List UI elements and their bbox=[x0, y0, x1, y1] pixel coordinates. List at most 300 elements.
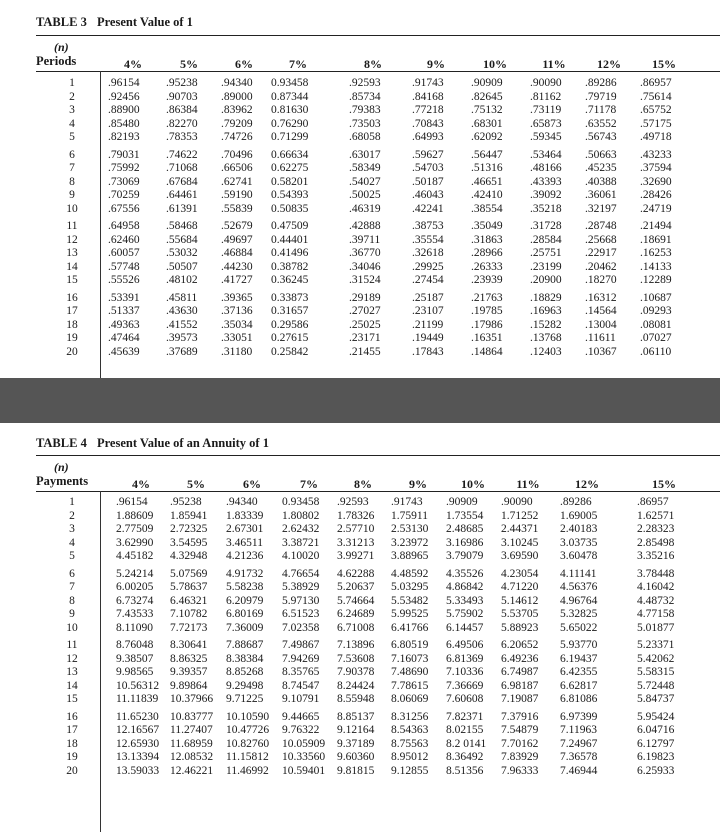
table3-value-cell: .16351 bbox=[471, 332, 503, 344]
table3-value-cell: .73503 bbox=[349, 117, 381, 130]
table3-value-cell: .51337 bbox=[108, 305, 140, 317]
table4-value-cell: 3.23972 bbox=[391, 536, 429, 549]
table3-value-cell: .16312 bbox=[585, 291, 617, 304]
table3-value-cell: .39573 bbox=[166, 332, 198, 344]
table3-value-cell: .46319 bbox=[349, 202, 381, 215]
table4-value-cell: 5.24214 bbox=[116, 567, 154, 580]
table4-value-cell: 6.42355 bbox=[560, 666, 598, 678]
table3-value-cell: .50187 bbox=[412, 175, 444, 188]
table4-value-cell: 9.81815 bbox=[337, 764, 375, 777]
table3-value-cell: .45235 bbox=[585, 162, 617, 174]
table4-value-cell: 3.79079 bbox=[446, 550, 484, 562]
table4-value-cell: 12.65930 bbox=[116, 737, 160, 750]
table4-value-cell: .89286 bbox=[560, 496, 592, 508]
table4-value-cell: 3.88965 bbox=[391, 550, 429, 562]
table3-value-cell: .16963 bbox=[530, 305, 562, 317]
table3-value-cell: .21455 bbox=[349, 345, 381, 358]
table3-number: TABLE 3 bbox=[36, 15, 87, 29]
table4-value-cell: 4.11141 bbox=[560, 567, 597, 580]
table3-value-cell: .46043 bbox=[412, 189, 444, 201]
table4-period-cell: 7 bbox=[69, 581, 75, 593]
table3-value-cell: 0.38782 bbox=[271, 260, 309, 273]
table4-value-cell: 8.54363 bbox=[391, 724, 429, 736]
table3-value-cell: 0.33873 bbox=[271, 291, 309, 304]
table3-value-cell: .91743 bbox=[412, 77, 444, 89]
table3-value-cell: .35034 bbox=[221, 318, 253, 331]
table4-row bbox=[0, 510, 720, 524]
table3-value-cell: .44230 bbox=[221, 260, 253, 273]
table3-value-cell: .25668 bbox=[585, 233, 617, 246]
table4-value-cell: 7.19087 bbox=[501, 693, 539, 705]
table4-value-cell: 5.72448 bbox=[637, 679, 675, 692]
table4-value-cell: 9.89864 bbox=[170, 679, 208, 692]
table4-value-cell: 5.95424 bbox=[637, 710, 675, 723]
table3-value-cell: 0.44401 bbox=[271, 233, 309, 246]
table4-row bbox=[0, 666, 720, 680]
table3-value-cell: .75992 bbox=[108, 162, 140, 174]
table3-value-cell: .08081 bbox=[640, 318, 672, 331]
table4-value-cell: 7.60608 bbox=[446, 693, 484, 705]
table3-value-cell: .50507 bbox=[166, 260, 198, 273]
table3-value-cell: .38753 bbox=[412, 220, 444, 232]
table3-value-cell: .11611 bbox=[585, 332, 616, 344]
table3-value-cell: .23199 bbox=[530, 260, 562, 273]
table4-value-cell: 4.48732 bbox=[637, 594, 675, 607]
table3-value-cell: .58349 bbox=[349, 162, 381, 174]
table4-value-cell: 7.90378 bbox=[337, 666, 375, 678]
table4-period-cell: 10 bbox=[66, 621, 78, 634]
table3-value-cell: .57175 bbox=[640, 117, 672, 130]
table4-value-cell: 7.53608 bbox=[337, 652, 375, 665]
table4-panel bbox=[0, 423, 720, 832]
table3-period-cell: 20 bbox=[66, 345, 78, 358]
table4-value-cell: 6.73274 bbox=[116, 594, 154, 607]
table4-value-cell: 6.74987 bbox=[501, 666, 539, 678]
table3-col-header: 6% bbox=[235, 57, 253, 71]
table4-value-cell: 3.54595 bbox=[170, 536, 208, 549]
table4-value-cell: 5.58238 bbox=[226, 581, 264, 593]
table4-value-cell: 8.2 0141 bbox=[446, 737, 487, 750]
table4-period-cell: 18 bbox=[66, 737, 78, 750]
table4-value-cell: 11.27407 bbox=[170, 724, 213, 736]
table3-col-header: 7% bbox=[289, 57, 307, 71]
table3-value-cell: .10367 bbox=[585, 345, 617, 358]
table3-value-cell: .55526 bbox=[108, 274, 140, 286]
table4-value-cell: 10.37966 bbox=[170, 693, 214, 705]
table4-value-cell: 4.35526 bbox=[446, 567, 484, 580]
table4-value-cell: 6.04716 bbox=[637, 724, 675, 736]
table3-value-cell: 0.66634 bbox=[271, 148, 309, 161]
table4-period-cell: 6 bbox=[69, 567, 75, 580]
table3-value-cell: .75614 bbox=[640, 90, 672, 103]
table3-value-cell: .37689 bbox=[166, 345, 198, 358]
table4-value-cell: 4.45182 bbox=[116, 550, 154, 562]
table3-value-cell: .36770 bbox=[349, 247, 381, 259]
table3-value-cell: .82193 bbox=[108, 131, 140, 143]
table3-value-cell: .23939 bbox=[471, 274, 503, 286]
table4-period-cell: 15 bbox=[66, 693, 78, 705]
table3-row bbox=[0, 274, 720, 288]
table4-value-cell: 7.37916 bbox=[501, 710, 539, 723]
table4-value-cell: 1.83339 bbox=[226, 509, 264, 522]
table4-value-cell: 8.30641 bbox=[170, 639, 208, 651]
table3-value-cell: .59627 bbox=[412, 148, 444, 161]
table4-value-cell: 3.60478 bbox=[560, 550, 598, 562]
table3-value-cell: .13768 bbox=[530, 332, 562, 344]
table3-value-cell: .62460 bbox=[108, 233, 140, 246]
table4-value-cell: 5.88923 bbox=[501, 621, 539, 634]
table4-value-cell: 5.97130 bbox=[282, 594, 320, 607]
table4-value-cell: 10.59401 bbox=[282, 764, 326, 777]
table4-row bbox=[0, 738, 720, 752]
table4-col-header: 10% bbox=[461, 477, 485, 491]
table4-value-cell: 13.59033 bbox=[116, 764, 160, 777]
table3-value-cell: .25751 bbox=[530, 247, 562, 259]
table3-value-cell: .46651 bbox=[471, 175, 503, 188]
table3-col-header: 8% bbox=[364, 57, 382, 71]
table4-value-cell: 8.85137 bbox=[337, 710, 375, 723]
table4-value-cell: 1.78326 bbox=[337, 509, 375, 522]
table4-value-cell: 5.53705 bbox=[501, 608, 539, 620]
table3-value-cell: .68301 bbox=[471, 117, 503, 130]
table3-value-cell: .32618 bbox=[412, 247, 444, 259]
table3-value-cell: .28966 bbox=[471, 247, 503, 259]
table3-value-cell: .35049 bbox=[471, 220, 503, 232]
table4-value-cell: 8.55948 bbox=[337, 693, 375, 705]
table4-value-cell: 5.84737 bbox=[637, 693, 675, 705]
table3-value-cell: .77218 bbox=[412, 104, 444, 116]
table3-value-cell: .41727 bbox=[221, 274, 253, 286]
table4-col-header: 6% bbox=[243, 477, 261, 491]
table4-value-cell: 5.99525 bbox=[391, 608, 429, 620]
table3-value-cell: .59190 bbox=[221, 189, 253, 201]
table3-value-cell: .48166 bbox=[530, 162, 562, 174]
table4-period-cell: 20 bbox=[66, 764, 78, 777]
table3-value-cell: .51316 bbox=[471, 162, 503, 174]
table3-row bbox=[0, 346, 720, 360]
table3-value-cell: .16253 bbox=[640, 247, 672, 259]
table4-value-cell: 5.03295 bbox=[391, 581, 429, 593]
table4-top-rule bbox=[36, 455, 720, 456]
table4-value-cell: 9.71225 bbox=[226, 693, 264, 705]
table4-value-cell: 5.65022 bbox=[560, 621, 598, 634]
table4-value-cell: 8.95012 bbox=[391, 751, 429, 763]
table3-body bbox=[0, 77, 720, 363]
table3-value-cell: .40388 bbox=[585, 175, 617, 188]
table3-col-header: 12% bbox=[597, 57, 621, 71]
table3-value-cell: 0.27615 bbox=[271, 332, 309, 344]
table3-value-cell: .35554 bbox=[412, 233, 444, 246]
table4-value-cell: 9.38507 bbox=[116, 652, 154, 665]
table3-row bbox=[0, 77, 720, 91]
table4-number: TABLE 4 bbox=[36, 436, 87, 450]
table4-title: Present Value of an Annuity of 1 bbox=[96, 436, 269, 450]
table3-col-header: 10% bbox=[483, 57, 507, 71]
table3-value-cell: .39092 bbox=[530, 189, 562, 201]
table3-value-cell: .18270 bbox=[585, 274, 617, 286]
table4-row bbox=[0, 608, 720, 622]
table4-value-cell: 1.62571 bbox=[637, 509, 675, 522]
table4-value-cell: 3.16986 bbox=[446, 536, 484, 549]
table4-body bbox=[0, 496, 720, 782]
table3-period-cell: 18 bbox=[66, 318, 78, 331]
table4-value-cell: 9.39357 bbox=[170, 666, 208, 678]
table4-col-header: 7% bbox=[300, 477, 318, 491]
table3-value-cell: .90909 bbox=[471, 77, 503, 89]
table4-value-cell: 5.58315 bbox=[637, 666, 675, 678]
table3-value-cell: .63017 bbox=[349, 148, 381, 161]
table3-value-cell: .85734 bbox=[349, 90, 381, 103]
table3-value-cell: .31180 bbox=[221, 345, 253, 358]
table3-value-cell: 0.47509 bbox=[271, 220, 309, 232]
table4-value-cell: .92593 bbox=[337, 496, 369, 508]
table3-value-cell: .20462 bbox=[585, 260, 617, 273]
table4-value-cell: 12.46221 bbox=[170, 764, 214, 777]
table3-value-cell: .34046 bbox=[349, 260, 381, 273]
table3-period-cell: 4 bbox=[69, 117, 75, 130]
table3-period-cell: 3 bbox=[69, 104, 75, 116]
table4-value-cell: 6.19437 bbox=[560, 652, 598, 665]
table3-value-cell: .07027 bbox=[640, 332, 672, 344]
table3-value-cell: .85480 bbox=[108, 117, 140, 130]
table3-row bbox=[0, 332, 720, 346]
table4-value-cell: 7.36009 bbox=[226, 621, 264, 634]
table4-value-cell: 9.98565 bbox=[116, 666, 154, 678]
table3-value-cell: .90703 bbox=[166, 90, 198, 103]
table4-value-cell: 7.43533 bbox=[116, 608, 154, 620]
table3-value-cell: .71178 bbox=[585, 104, 617, 116]
table3-value-cell: .48102 bbox=[166, 274, 198, 286]
table3-col-header: 11% bbox=[542, 57, 566, 71]
table4-value-cell: .94340 bbox=[226, 496, 258, 508]
table4-value-cell: 7.83929 bbox=[501, 751, 539, 763]
table3-value-cell: .31863 bbox=[471, 233, 503, 246]
table4-value-cell: 11.46992 bbox=[226, 764, 269, 777]
table4-value-cell: 7.16073 bbox=[391, 652, 429, 665]
table3-period-cell: 16 bbox=[66, 291, 78, 304]
table4-value-cell: 4.91732 bbox=[226, 567, 264, 580]
table4-value-cell: .96154 bbox=[116, 496, 148, 508]
table3-col-header: 9% bbox=[427, 57, 445, 71]
table4-value-cell: 6.80519 bbox=[391, 639, 429, 651]
table3-value-cell: .24719 bbox=[640, 202, 672, 215]
table3-row bbox=[0, 91, 720, 105]
table3-period-cell: 7 bbox=[69, 162, 75, 174]
table4-value-cell: 13.13394 bbox=[116, 751, 160, 763]
table4-value-cell: 6.49236 bbox=[501, 652, 539, 665]
table3-value-cell: .06110 bbox=[640, 345, 672, 358]
table3-value-cell: 0.93458 bbox=[271, 77, 309, 89]
table3-value-cell: .74726 bbox=[221, 131, 253, 143]
table3-value-cell: .23171 bbox=[349, 332, 381, 344]
table3-value-cell: .49718 bbox=[640, 131, 672, 143]
table3-value-cell: .55839 bbox=[221, 202, 253, 215]
table3-value-cell: .50663 bbox=[585, 148, 617, 161]
table3-value-cell: 0.58201 bbox=[271, 175, 309, 188]
table3-value-cell: 0.62275 bbox=[271, 162, 309, 174]
table3-value-cell: .60057 bbox=[108, 247, 140, 259]
page-separator bbox=[0, 378, 720, 423]
table3-value-cell: .21199 bbox=[412, 318, 444, 331]
table4-value-cell: 5.42062 bbox=[637, 652, 675, 665]
table4-value-cell: 5.74664 bbox=[337, 594, 375, 607]
table3-row bbox=[0, 104, 720, 118]
table4-value-cell: 7.70162 bbox=[501, 737, 539, 750]
table4-value-cell: 3.03735 bbox=[560, 536, 598, 549]
table4-value-cell: 4.48592 bbox=[391, 567, 429, 580]
table3-value-cell: .47464 bbox=[108, 332, 140, 344]
table3-value-cell: 0.25842 bbox=[271, 345, 309, 358]
table3-value-cell: .67556 bbox=[108, 202, 140, 215]
table3-value-cell: .92456 bbox=[108, 90, 140, 103]
table4-value-cell: 6.49506 bbox=[446, 639, 484, 651]
table3-value-cell: .61391 bbox=[166, 202, 198, 215]
table4-value-cell: 8.11090 bbox=[116, 621, 153, 634]
table3-value-cell: .89286 bbox=[585, 77, 617, 89]
table4-value-cell: 6.51523 bbox=[282, 608, 320, 620]
table4-value-cell: 7.54879 bbox=[501, 724, 539, 736]
table4-period-cell: 13 bbox=[66, 666, 78, 678]
table4-value-cell: 7.36669 bbox=[446, 679, 484, 692]
table4-value-cell: 2.77509 bbox=[116, 523, 154, 535]
table4-value-cell: 9.37189 bbox=[337, 737, 375, 750]
table4-value-cell: 3.46511 bbox=[226, 536, 263, 549]
table4-value-cell: 4.32948 bbox=[170, 550, 208, 562]
table3-row bbox=[0, 305, 720, 319]
table3-value-cell: .63552 bbox=[585, 117, 617, 130]
table3-row bbox=[0, 247, 720, 261]
table3-value-cell: .65873 bbox=[530, 117, 562, 130]
table3-value-cell: .79383 bbox=[349, 104, 381, 116]
table4-value-cell: 4.71220 bbox=[501, 581, 539, 593]
table4-value-cell: 8.31256 bbox=[391, 710, 429, 723]
table3-value-cell: .90090 bbox=[530, 77, 562, 89]
table3-value-cell: .96154 bbox=[108, 77, 140, 89]
table4-col-header: 9% bbox=[409, 477, 427, 491]
table4-value-cell: 6.80169 bbox=[226, 608, 264, 620]
table4-value-cell: 8.76048 bbox=[116, 639, 154, 651]
table4-value-cell: 5.75902 bbox=[446, 608, 484, 620]
table3-value-cell: .32197 bbox=[585, 202, 617, 215]
table3-value-cell: .64993 bbox=[412, 131, 444, 143]
table4-value-cell: 5.01877 bbox=[637, 621, 675, 634]
table3-top-rule bbox=[36, 35, 720, 36]
table3-value-cell: .20900 bbox=[530, 274, 562, 286]
table3-value-cell: .39365 bbox=[221, 291, 253, 304]
table4-caption bbox=[36, 436, 269, 451]
table4-n-label: (n) bbox=[54, 460, 69, 474]
table3-title: Present Value of 1 bbox=[96, 15, 193, 29]
table3-value-cell: .49363 bbox=[108, 318, 140, 331]
table4-value-cell: 5.78637 bbox=[170, 581, 208, 593]
table3-value-cell: .58468 bbox=[166, 220, 198, 232]
table3-period-cell: 17 bbox=[66, 305, 78, 317]
table3-value-cell: .39711 bbox=[349, 233, 381, 246]
table3-value-cell: .78353 bbox=[166, 131, 198, 143]
table3-value-cell: .64461 bbox=[166, 189, 198, 201]
table3-value-cell: .14864 bbox=[471, 345, 503, 358]
table4-value-cell: 7.94269 bbox=[282, 652, 320, 665]
table4-row bbox=[0, 693, 720, 707]
table4-row bbox=[0, 765, 720, 779]
table4-value-cell: 10.56312 bbox=[116, 679, 160, 692]
table3-value-cell: .79031 bbox=[108, 148, 140, 161]
table3-value-cell: .83962 bbox=[221, 104, 253, 116]
table4-value-cell: 2.53130 bbox=[391, 523, 429, 535]
table4-period-cell: 16 bbox=[66, 710, 78, 723]
table3-value-cell: .86384 bbox=[166, 104, 198, 116]
table4-value-cell: 2.85498 bbox=[637, 536, 675, 549]
table3-value-cell: .29189 bbox=[349, 291, 381, 304]
table4-value-cell: 5.33493 bbox=[446, 594, 484, 607]
table3-period-cell: 11 bbox=[66, 220, 78, 232]
table4-value-cell: 5.14612 bbox=[501, 594, 539, 607]
table3-value-cell: .75132 bbox=[471, 104, 503, 116]
table3-value-cell: .19785 bbox=[471, 305, 503, 317]
table3-value-cell: 0.54393 bbox=[271, 189, 309, 201]
table4-col-header: 11% bbox=[516, 477, 540, 491]
table3-row bbox=[0, 261, 720, 275]
table4-row bbox=[0, 496, 720, 510]
table3-value-cell: .27027 bbox=[349, 305, 381, 317]
table4-value-cell: 11.65230 bbox=[116, 710, 159, 723]
table3-value-cell: .95238 bbox=[166, 77, 198, 89]
table3-row bbox=[0, 319, 720, 333]
table4-payments-label: Payments bbox=[36, 474, 89, 488]
table3-value-cell: .53464 bbox=[530, 148, 562, 161]
table3-period-cell: 14 bbox=[66, 260, 78, 273]
table4-value-cell: 8.35765 bbox=[282, 666, 320, 678]
table4-value-cell: 2.72325 bbox=[170, 523, 208, 535]
table4-period-cell: 19 bbox=[66, 751, 78, 763]
table4-col-header: 15% bbox=[652, 477, 676, 491]
table3-value-cell: .37594 bbox=[640, 162, 672, 174]
table4-period-cell: 4 bbox=[69, 536, 75, 549]
table4-value-cell: 4.23054 bbox=[501, 567, 539, 580]
table4-value-cell: 3.38721 bbox=[282, 536, 320, 549]
table3-value-cell: .23107 bbox=[412, 305, 444, 317]
table3-period-cell: 2 bbox=[69, 90, 75, 103]
table3-value-cell: .55684 bbox=[166, 233, 198, 246]
table3-value-cell: .56743 bbox=[585, 131, 617, 143]
table3-value-cell: .70259 bbox=[108, 189, 140, 201]
table3-col-header: 15% bbox=[652, 57, 676, 71]
table4-value-cell: 4.86842 bbox=[446, 581, 484, 593]
table3-value-cell: .50025 bbox=[349, 189, 381, 201]
table3-row bbox=[0, 203, 720, 217]
table4-value-cell: 10.82760 bbox=[226, 737, 270, 750]
table4-value-cell: 6.12797 bbox=[637, 737, 675, 750]
table4-value-cell: 2.44371 bbox=[501, 523, 539, 535]
table4-row bbox=[0, 711, 720, 725]
table4-value-cell: 2.48685 bbox=[446, 523, 484, 535]
table4-value-cell: 6.20979 bbox=[226, 594, 264, 607]
table4-value-cell: 5.20637 bbox=[337, 581, 375, 593]
table4-value-cell: 5.53482 bbox=[391, 594, 429, 607]
table3-value-cell: .89000 bbox=[221, 90, 253, 103]
table4-value-cell: 7.88687 bbox=[226, 639, 264, 651]
table3-value-cell: .53391 bbox=[108, 291, 140, 304]
table3-value-cell: .86957 bbox=[640, 77, 672, 89]
table3-period-cell: 8 bbox=[69, 175, 75, 188]
table4-row bbox=[0, 653, 720, 667]
table4-value-cell: 7.02358 bbox=[282, 621, 320, 634]
table3-value-cell: .73119 bbox=[530, 104, 562, 116]
table3-value-cell: 0.41496 bbox=[271, 247, 309, 259]
table4-value-cell: 9.76322 bbox=[282, 724, 320, 736]
table4-value-cell: 3.78448 bbox=[637, 567, 675, 580]
table3-value-cell: .12403 bbox=[530, 345, 562, 358]
